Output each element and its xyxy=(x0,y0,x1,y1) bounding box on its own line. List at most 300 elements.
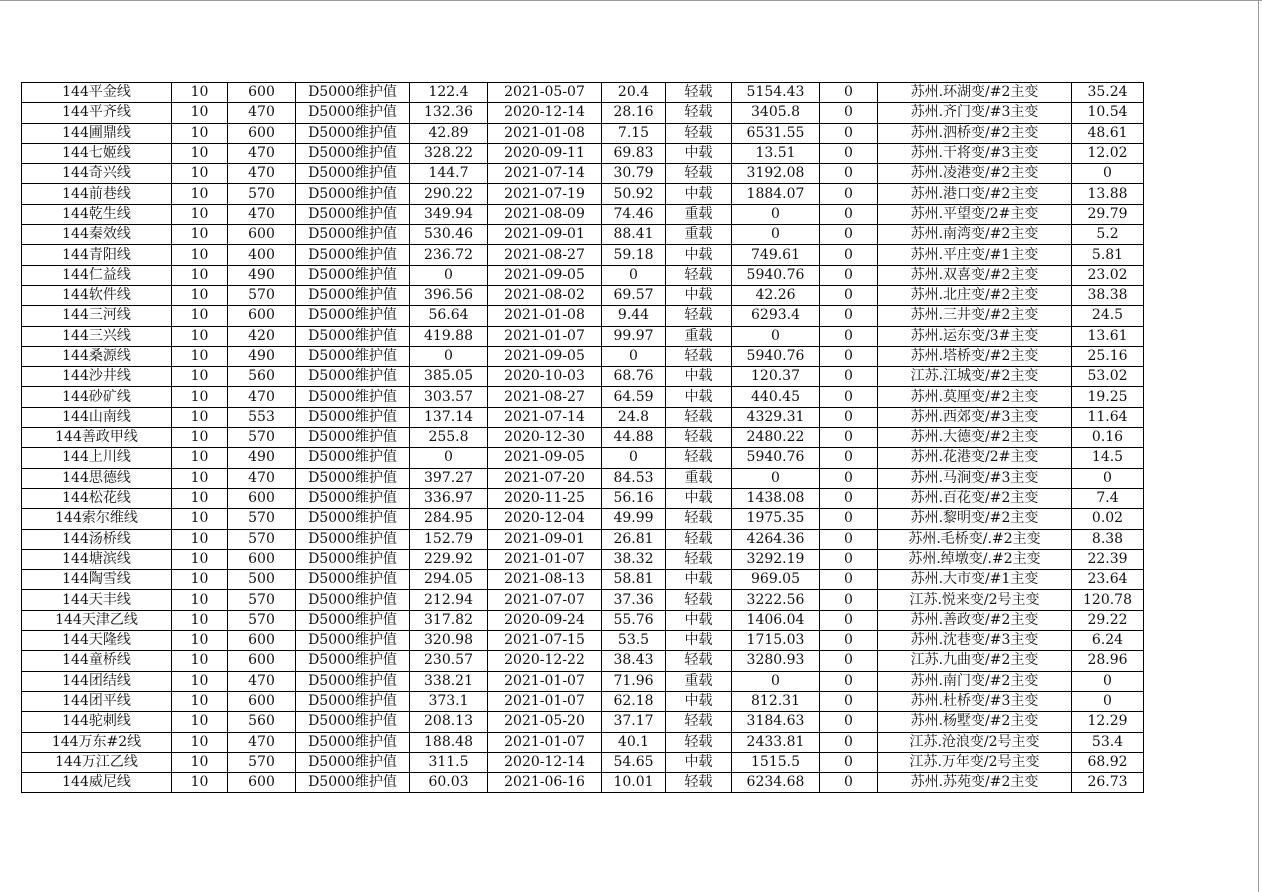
date-cell: 2021-07-15 xyxy=(488,631,602,651)
overload-count-cell: 0 xyxy=(820,326,878,346)
substation-transformer-cell: 苏州.北庄变/#2主变 xyxy=(878,285,1072,305)
max-current-cell: 396.56 xyxy=(410,285,488,305)
voltage-cell: 10 xyxy=(172,103,228,123)
table-row xyxy=(22,387,1144,407)
load-level-cell: 轻载 xyxy=(666,529,732,549)
substation-transformer-cell: 苏州.环湖变/#2主变 xyxy=(878,83,1072,103)
last-value-cell: 28.96 xyxy=(1072,651,1144,671)
spare-capacity-cell: 3280.93 xyxy=(732,651,820,671)
data-source-cell: D5000维护值 xyxy=(296,468,410,488)
last-value-cell: 10.54 xyxy=(1072,103,1144,123)
rated-current-cell: 600 xyxy=(228,691,296,711)
overload-count-cell: 0 xyxy=(820,164,878,184)
date-cell: 2020-10-03 xyxy=(488,367,602,387)
load-level-cell: 重载 xyxy=(666,671,732,691)
table-row xyxy=(22,164,1144,184)
load-rate-cell: 69.57 xyxy=(602,285,666,305)
substation-transformer-cell: 苏州.善政变/#2主变 xyxy=(878,610,1072,630)
max-current-cell: 255.8 xyxy=(410,428,488,448)
last-value-cell: 19.25 xyxy=(1072,387,1144,407)
date-cell: 2020-11-25 xyxy=(488,488,602,508)
load-level-cell: 轻载 xyxy=(666,407,732,427)
data-source-cell: D5000维护值 xyxy=(296,245,410,265)
data-source-cell: D5000维护值 xyxy=(296,752,410,772)
rated-current-cell: 470 xyxy=(228,732,296,752)
max-current-cell: 230.57 xyxy=(410,651,488,671)
voltage-cell: 10 xyxy=(172,164,228,184)
rated-current-cell: 470 xyxy=(228,671,296,691)
max-current-cell: 317.82 xyxy=(410,610,488,630)
load-level-cell: 轻载 xyxy=(666,123,732,143)
date-cell: 2021-07-14 xyxy=(488,164,602,184)
max-current-cell: 311.5 xyxy=(410,752,488,772)
voltage-cell: 10 xyxy=(172,570,228,590)
rated-current-cell: 600 xyxy=(228,651,296,671)
line-name-cell: 144山南线 xyxy=(22,407,172,427)
load-rate-cell: 62.18 xyxy=(602,691,666,711)
line-name-cell: 144天隆线 xyxy=(22,631,172,651)
table-row xyxy=(22,529,1144,549)
overload-count-cell: 0 xyxy=(820,245,878,265)
rated-current-cell: 470 xyxy=(228,468,296,488)
max-current-cell: 320.98 xyxy=(410,631,488,651)
date-cell: 2021-08-13 xyxy=(488,570,602,590)
spare-capacity-cell: 4264.36 xyxy=(732,529,820,549)
rated-current-cell: 500 xyxy=(228,570,296,590)
substation-transformer-cell: 苏州.杜桥变/#3主变 xyxy=(878,691,1072,711)
data-source-cell: D5000维护值 xyxy=(296,346,410,366)
last-value-cell: 120.78 xyxy=(1072,590,1144,610)
table-row xyxy=(22,285,1144,305)
load-level-cell: 轻载 xyxy=(666,346,732,366)
max-current-cell: 137.14 xyxy=(410,407,488,427)
load-rate-cell: 54.65 xyxy=(602,752,666,772)
last-value-cell: 0 xyxy=(1072,671,1144,691)
spare-capacity-cell: 0 xyxy=(732,326,820,346)
table-body xyxy=(22,83,1144,793)
rated-current-cell: 553 xyxy=(228,407,296,427)
rated-current-cell: 420 xyxy=(228,326,296,346)
spare-capacity-cell: 2433.81 xyxy=(732,732,820,752)
load-rate-cell: 38.43 xyxy=(602,651,666,671)
voltage-cell: 10 xyxy=(172,712,228,732)
overload-count-cell: 0 xyxy=(820,346,878,366)
load-rate-cell: 37.36 xyxy=(602,590,666,610)
substation-transformer-cell: 苏州.莫厘变/#2主变 xyxy=(878,387,1072,407)
max-current-cell: 42.89 xyxy=(410,123,488,143)
line-name-cell: 144七姬线 xyxy=(22,143,172,163)
table-row xyxy=(22,184,1144,204)
voltage-cell: 10 xyxy=(172,225,228,245)
load-rate-cell: 24.8 xyxy=(602,407,666,427)
data-source-cell: D5000维护值 xyxy=(296,306,410,326)
last-value-cell: 53.02 xyxy=(1072,367,1144,387)
date-cell: 2021-08-27 xyxy=(488,245,602,265)
rated-current-cell: 560 xyxy=(228,367,296,387)
max-current-cell: 188.48 xyxy=(410,732,488,752)
rated-current-cell: 570 xyxy=(228,752,296,772)
data-source-cell: D5000维护值 xyxy=(296,225,410,245)
spare-capacity-cell: 0 xyxy=(732,204,820,224)
rated-current-cell: 490 xyxy=(228,448,296,468)
date-cell: 2020-12-30 xyxy=(488,428,602,448)
data-source-cell: D5000维护值 xyxy=(296,651,410,671)
spare-capacity-cell: 0 xyxy=(732,225,820,245)
load-rate-cell: 0 xyxy=(602,265,666,285)
date-cell: 2021-01-07 xyxy=(488,691,602,711)
spare-capacity-cell: 969.05 xyxy=(732,570,820,590)
load-rate-cell: 49.99 xyxy=(602,509,666,529)
last-value-cell: 0.16 xyxy=(1072,428,1144,448)
load-rate-cell: 0 xyxy=(602,448,666,468)
load-level-cell: 轻载 xyxy=(666,773,732,793)
data-source-cell: D5000维护值 xyxy=(296,631,410,651)
load-level-cell: 轻载 xyxy=(666,448,732,468)
rated-current-cell: 600 xyxy=(228,631,296,651)
load-rate-cell: 28.16 xyxy=(602,103,666,123)
load-level-cell: 轻载 xyxy=(666,712,732,732)
date-cell: 2021-06-16 xyxy=(488,773,602,793)
last-value-cell: 12.29 xyxy=(1072,712,1144,732)
table-row xyxy=(22,306,1144,326)
max-current-cell: 208.13 xyxy=(410,712,488,732)
load-rate-cell: 10.01 xyxy=(602,773,666,793)
load-level-cell: 重载 xyxy=(666,225,732,245)
line-name-cell: 144上川线 xyxy=(22,448,172,468)
voltage-cell: 10 xyxy=(172,773,228,793)
date-cell: 2021-08-02 xyxy=(488,285,602,305)
spare-capacity-cell: 2480.22 xyxy=(732,428,820,448)
table-row xyxy=(22,346,1144,366)
date-cell: 2021-09-01 xyxy=(488,225,602,245)
substation-transformer-cell: 苏州.杨墅变/#2主变 xyxy=(878,712,1072,732)
load-level-cell: 重载 xyxy=(666,204,732,224)
substation-transformer-cell: 苏州.绰墩变/.#2主变 xyxy=(878,549,1072,569)
spare-capacity-cell: 0 xyxy=(732,671,820,691)
line-name-cell: 144团平线 xyxy=(22,691,172,711)
line-name-cell: 144松花线 xyxy=(22,488,172,508)
rated-current-cell: 570 xyxy=(228,428,296,448)
date-cell: 2021-01-07 xyxy=(488,549,602,569)
data-source-cell: D5000维护值 xyxy=(296,103,410,123)
rated-current-cell: 560 xyxy=(228,712,296,732)
load-level-cell: 中载 xyxy=(666,570,732,590)
spare-capacity-cell: 3405.8 xyxy=(732,103,820,123)
overload-count-cell: 0 xyxy=(820,123,878,143)
spare-capacity-cell: 3192.08 xyxy=(732,164,820,184)
substation-transformer-cell: 苏州.塔桥变/#2主变 xyxy=(878,346,1072,366)
voltage-cell: 10 xyxy=(172,732,228,752)
rated-current-cell: 470 xyxy=(228,204,296,224)
spare-capacity-cell: 1975.35 xyxy=(732,509,820,529)
max-current-cell: 530.46 xyxy=(410,225,488,245)
max-current-cell: 0 xyxy=(410,346,488,366)
overload-count-cell: 0 xyxy=(820,509,878,529)
voltage-cell: 10 xyxy=(172,306,228,326)
load-rate-cell: 58.81 xyxy=(602,570,666,590)
data-source-cell: D5000维护值 xyxy=(296,549,410,569)
load-rate-cell: 55.76 xyxy=(602,610,666,630)
voltage-cell: 10 xyxy=(172,488,228,508)
rated-current-cell: 570 xyxy=(228,529,296,549)
max-current-cell: 284.95 xyxy=(410,509,488,529)
table-row xyxy=(22,204,1144,224)
feeder-load-table xyxy=(21,82,1144,793)
data-source-cell: D5000维护值 xyxy=(296,367,410,387)
voltage-cell: 10 xyxy=(172,590,228,610)
substation-transformer-cell: 苏州.干将变/#3主变 xyxy=(878,143,1072,163)
data-source-cell: D5000维护值 xyxy=(296,570,410,590)
last-value-cell: 29.79 xyxy=(1072,204,1144,224)
voltage-cell: 10 xyxy=(172,752,228,772)
max-current-cell: 132.36 xyxy=(410,103,488,123)
last-value-cell: 12.02 xyxy=(1072,143,1144,163)
substation-transformer-cell: 苏州.毛桥变/.#2主变 xyxy=(878,529,1072,549)
load-level-cell: 轻载 xyxy=(666,549,732,569)
last-value-cell: 11.64 xyxy=(1072,407,1144,427)
date-cell: 2021-08-09 xyxy=(488,204,602,224)
line-name-cell: 144天津乙线 xyxy=(22,610,172,630)
date-cell: 2021-05-20 xyxy=(488,712,602,732)
overload-count-cell: 0 xyxy=(820,631,878,651)
date-cell: 2020-09-24 xyxy=(488,610,602,630)
rated-current-cell: 600 xyxy=(228,123,296,143)
data-source-cell: D5000维护值 xyxy=(296,509,410,529)
line-name-cell: 144三兴线 xyxy=(22,326,172,346)
voltage-cell: 10 xyxy=(172,468,228,488)
line-name-cell: 144汤桥线 xyxy=(22,529,172,549)
table-row xyxy=(22,367,1144,387)
max-current-cell: 303.57 xyxy=(410,387,488,407)
data-source-cell: D5000维护值 xyxy=(296,773,410,793)
max-current-cell: 0 xyxy=(410,265,488,285)
voltage-cell: 10 xyxy=(172,245,228,265)
table-row xyxy=(22,468,1144,488)
max-current-cell: 60.03 xyxy=(410,773,488,793)
date-cell: 2021-07-14 xyxy=(488,407,602,427)
last-value-cell: 26.73 xyxy=(1072,773,1144,793)
last-value-cell: 23.02 xyxy=(1072,265,1144,285)
overload-count-cell: 0 xyxy=(820,549,878,569)
table-row xyxy=(22,83,1144,103)
table-row xyxy=(22,570,1144,590)
date-cell: 2021-07-07 xyxy=(488,590,602,610)
spare-capacity-cell: 4329.31 xyxy=(732,407,820,427)
table-row xyxy=(22,732,1144,752)
last-value-cell: 7.4 xyxy=(1072,488,1144,508)
load-level-cell: 轻载 xyxy=(666,103,732,123)
table-row xyxy=(22,651,1144,671)
data-source-cell: D5000维护值 xyxy=(296,285,410,305)
line-name-cell: 144青阳线 xyxy=(22,245,172,265)
overload-count-cell: 0 xyxy=(820,204,878,224)
substation-transformer-cell: 苏州.平望变/2#主变 xyxy=(878,204,1072,224)
rated-current-cell: 600 xyxy=(228,549,296,569)
substation-transformer-cell: 苏州.花港变/2#主变 xyxy=(878,448,1072,468)
data-source-cell: D5000维护值 xyxy=(296,387,410,407)
spare-capacity-cell: 1715.03 xyxy=(732,631,820,651)
voltage-cell: 10 xyxy=(172,549,228,569)
voltage-cell: 10 xyxy=(172,428,228,448)
date-cell: 2020-12-14 xyxy=(488,103,602,123)
voltage-cell: 10 xyxy=(172,143,228,163)
table-row xyxy=(22,712,1144,732)
data-source-cell: D5000维护值 xyxy=(296,448,410,468)
max-current-cell: 122.4 xyxy=(410,83,488,103)
max-current-cell: 152.79 xyxy=(410,529,488,549)
substation-transformer-cell: 苏州.三井变/#2主变 xyxy=(878,306,1072,326)
max-current-cell: 338.21 xyxy=(410,671,488,691)
voltage-cell: 10 xyxy=(172,387,228,407)
date-cell: 2021-09-05 xyxy=(488,448,602,468)
load-level-cell: 中载 xyxy=(666,631,732,651)
data-source-cell: D5000维护值 xyxy=(296,691,410,711)
load-level-cell: 中载 xyxy=(666,245,732,265)
spare-capacity-cell: 5154.43 xyxy=(732,83,820,103)
overload-count-cell: 0 xyxy=(820,448,878,468)
rated-current-cell: 600 xyxy=(228,773,296,793)
overload-count-cell: 0 xyxy=(820,671,878,691)
data-source-cell: D5000维护值 xyxy=(296,732,410,752)
load-level-cell: 轻载 xyxy=(666,306,732,326)
line-name-cell: 144软件线 xyxy=(22,285,172,305)
data-source-cell: D5000维护值 xyxy=(296,265,410,285)
load-rate-cell: 44.88 xyxy=(602,428,666,448)
load-level-cell: 中载 xyxy=(666,143,732,163)
line-name-cell: 144圃鼎线 xyxy=(22,123,172,143)
line-name-cell: 144仁益线 xyxy=(22,265,172,285)
last-value-cell: 0 xyxy=(1072,164,1144,184)
load-rate-cell: 88.41 xyxy=(602,225,666,245)
spare-capacity-cell: 812.31 xyxy=(732,691,820,711)
table-row xyxy=(22,103,1144,123)
data-source-cell: D5000维护值 xyxy=(296,164,410,184)
data-source-cell: D5000维护值 xyxy=(296,529,410,549)
last-value-cell: 68.92 xyxy=(1072,752,1144,772)
load-level-cell: 轻载 xyxy=(666,428,732,448)
table-row xyxy=(22,123,1144,143)
last-value-cell: 35.24 xyxy=(1072,83,1144,103)
max-current-cell: 290.22 xyxy=(410,184,488,204)
line-name-cell: 144童桥线 xyxy=(22,651,172,671)
last-value-cell: 13.88 xyxy=(1072,184,1144,204)
voltage-cell: 10 xyxy=(172,123,228,143)
line-name-cell: 144前巷线 xyxy=(22,184,172,204)
data-source-cell: D5000维护值 xyxy=(296,143,410,163)
last-value-cell: 24.5 xyxy=(1072,306,1144,326)
rated-current-cell: 570 xyxy=(228,610,296,630)
load-rate-cell: 71.96 xyxy=(602,671,666,691)
spare-capacity-cell: 13.51 xyxy=(732,143,820,163)
voltage-cell: 10 xyxy=(172,610,228,630)
rated-current-cell: 600 xyxy=(228,225,296,245)
data-source-cell: D5000维护值 xyxy=(296,712,410,732)
data-source-cell: D5000维护值 xyxy=(296,204,410,224)
overload-count-cell: 0 xyxy=(820,265,878,285)
load-level-cell: 轻载 xyxy=(666,509,732,529)
table-row xyxy=(22,691,1144,711)
page-top-border xyxy=(0,0,1262,1)
table-row xyxy=(22,610,1144,630)
data-source-cell: D5000维护值 xyxy=(296,83,410,103)
overload-count-cell: 0 xyxy=(820,387,878,407)
substation-transformer-cell: 苏州.大市变/#1主变 xyxy=(878,570,1072,590)
load-level-cell: 重载 xyxy=(666,326,732,346)
substation-transformer-cell: 江苏.沧浪变/2号主变 xyxy=(878,732,1072,752)
last-value-cell: 5.81 xyxy=(1072,245,1144,265)
line-name-cell: 144三河线 xyxy=(22,306,172,326)
rated-current-cell: 600 xyxy=(228,306,296,326)
max-current-cell: 236.72 xyxy=(410,245,488,265)
last-value-cell: 0 xyxy=(1072,691,1144,711)
substation-transformer-cell: 苏州.大德变/#2主变 xyxy=(878,428,1072,448)
date-cell: 2021-09-05 xyxy=(488,265,602,285)
load-rate-cell: 9.44 xyxy=(602,306,666,326)
date-cell: 2021-01-08 xyxy=(488,123,602,143)
substation-transformer-cell: 苏州.凌港变/#2主变 xyxy=(878,164,1072,184)
spare-capacity-cell: 6293.4 xyxy=(732,306,820,326)
substation-transformer-cell: 江苏.九曲变/#2主变 xyxy=(878,651,1072,671)
line-name-cell: 144奇兴线 xyxy=(22,164,172,184)
date-cell: 2020-12-14 xyxy=(488,752,602,772)
line-name-cell: 144思德线 xyxy=(22,468,172,488)
last-value-cell: 23.64 xyxy=(1072,570,1144,590)
line-name-cell: 144秦效线 xyxy=(22,225,172,245)
date-cell: 2021-01-07 xyxy=(488,326,602,346)
load-level-cell: 中载 xyxy=(666,387,732,407)
load-level-cell: 中载 xyxy=(666,691,732,711)
load-rate-cell: 20.4 xyxy=(602,83,666,103)
load-rate-cell: 74.46 xyxy=(602,204,666,224)
voltage-cell: 10 xyxy=(172,184,228,204)
max-current-cell: 56.64 xyxy=(410,306,488,326)
voltage-cell: 10 xyxy=(172,346,228,366)
substation-transformer-cell: 苏州.运东变/3#主变 xyxy=(878,326,1072,346)
last-value-cell: 38.38 xyxy=(1072,285,1144,305)
rated-current-cell: 490 xyxy=(228,265,296,285)
date-cell: 2020-12-04 xyxy=(488,509,602,529)
voltage-cell: 10 xyxy=(172,265,228,285)
line-name-cell: 144万东#2线 xyxy=(22,732,172,752)
data-source-cell: D5000维护值 xyxy=(296,184,410,204)
last-value-cell: 25.16 xyxy=(1072,346,1144,366)
data-source-cell: D5000维护值 xyxy=(296,123,410,143)
date-cell: 2020-12-22 xyxy=(488,651,602,671)
load-level-cell: 中载 xyxy=(666,285,732,305)
rated-current-cell: 600 xyxy=(228,83,296,103)
substation-transformer-cell: 苏州.苏苑变/#2主变 xyxy=(878,773,1072,793)
substation-transformer-cell: 江苏.悦来变/2号主变 xyxy=(878,590,1072,610)
line-name-cell: 144团结线 xyxy=(22,671,172,691)
overload-count-cell: 0 xyxy=(820,529,878,549)
rated-current-cell: 570 xyxy=(228,285,296,305)
data-source-cell: D5000维护值 xyxy=(296,610,410,630)
line-name-cell: 144平金线 xyxy=(22,83,172,103)
load-level-cell: 轻载 xyxy=(666,732,732,752)
line-name-cell: 144塘滨线 xyxy=(22,549,172,569)
spare-capacity-cell: 1515.5 xyxy=(732,752,820,772)
load-rate-cell: 69.83 xyxy=(602,143,666,163)
voltage-cell: 10 xyxy=(172,448,228,468)
table-row xyxy=(22,549,1144,569)
rated-current-cell: 490 xyxy=(228,346,296,366)
overload-count-cell: 0 xyxy=(820,773,878,793)
overload-count-cell: 0 xyxy=(820,225,878,245)
voltage-cell: 10 xyxy=(172,691,228,711)
table-row xyxy=(22,488,1144,508)
last-value-cell: 53.4 xyxy=(1072,732,1144,752)
spare-capacity-cell: 5940.76 xyxy=(732,448,820,468)
